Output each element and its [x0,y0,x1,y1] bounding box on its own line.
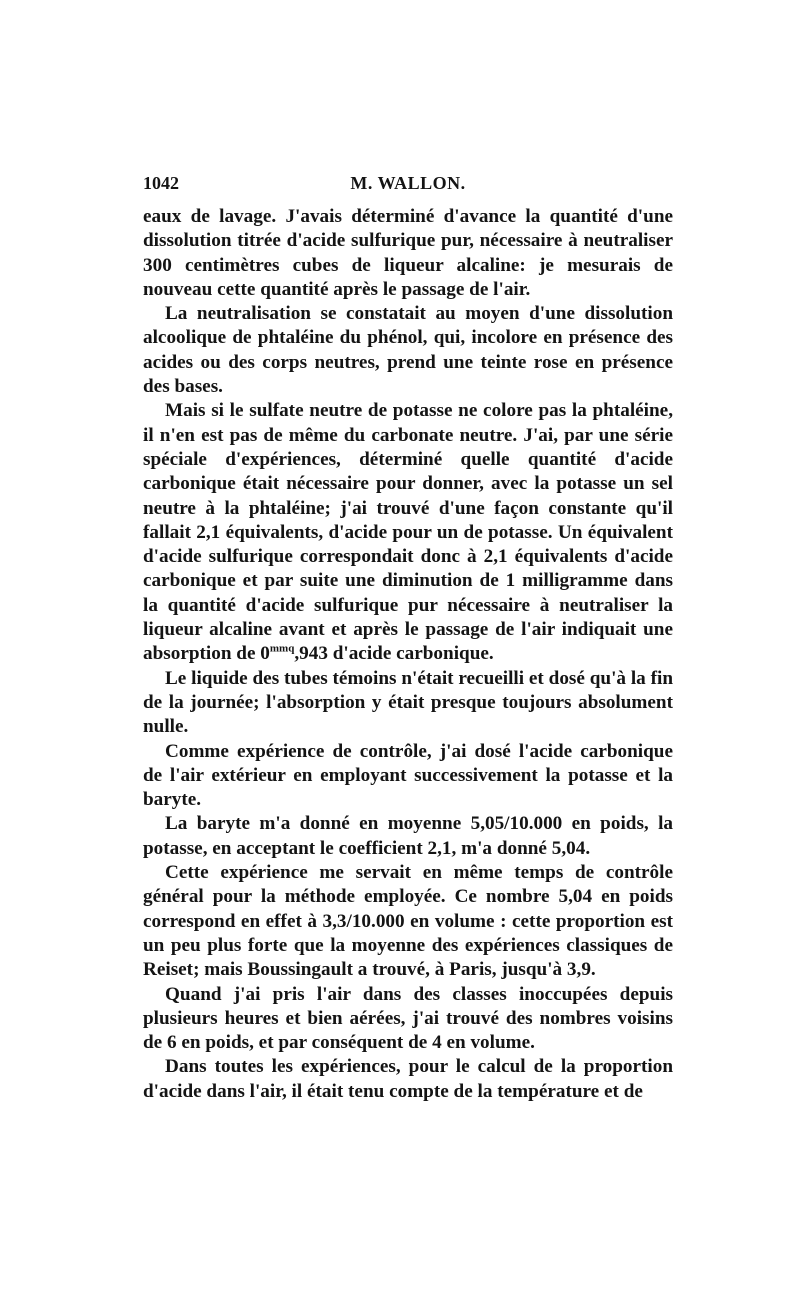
paragraph-empty-classes: Quand j'ai pris l'air dans des classes inoccupées depuis plusieurs heures et bien aérées, j'ai trouvé des nombres voisins de 6 en poids, et par conséquent de 4 en volume. [143,983,673,1054]
paragraph-control-tubes: Le liquide des tubes témoins n'était recueilli et dosé qu'à la fin de la journée; l'absorption y était presque toujours absolument nulle. [143,667,673,738]
paragraph-phtaleine [143,399,673,666]
absorption-unit: mmq [269,642,295,655]
paragraph-baryte-result: La baryte m'a donné en moyenne 5,05/10.000 en poids, la potasse, en acceptant le coefficient 2,1, m'a donné 5,04. [143,813,673,859]
running-head: M. WALLON. [350,173,466,193]
paragraph-general-control: Cette expérience me servait en même temps de contrôle général pour la méthode employée. Ce nombre 5,04 en poids correspond en effet à 3,3/10.000 en volume : cette proportion est un peu plus forte que la moyenne des expériences classiques de Reiset; mais Boussingault a trouvé, à Paris, jusqu'à 3,9. [143,862,673,981]
paragraph-calculation: Dans toutes les expériences, pour le calcul de la proportion d'acide dans l'air, il était tenu compte de la température et de [143,1056,673,1102]
paragraph-neutralisation: La neutralisation se constatait au moyen d'une dissolution alcoolique de phtaléine du phénol, qui, incolore en présence des acides ou des corps neutres, prend une teinte rose en présence des bases. [143,303,673,398]
paragraph-control-experiment: Comme expérience de contrôle, j'ai dosé l'acide carbonique de l'air extérieur en employant successivement la potasse et la baryte. [143,740,673,811]
body-text [143,205,673,1104]
page-header [143,173,673,203]
paragraph-washing-water: eaux de lavage. J'avais déterminé d'avance la quantité d'une dissolution titrée d'acide sulfurique pur, nécessaire à neutraliser 300 centimètres cubes de liqueur alcaline: je mesurais de nouveau cette quantité après le passage de l'air. [143,206,673,300]
paragraph-phtaleine-text: Mais si le sulfate neutre de potasse ne colore pas la phtaléine, il n'en est pas de même du carbonate neutre. J'ai, par une série spéciale d'expériences, déterminé quelle quantité d'acide carbonique était nécessaire pour donner, avec la potasse un sel neutre à la phtaléine; j'ai trouvé d'une façon constante qu'il fallait 2,1 équivalents, d'acide pour un de potasse. Un équivalent d'acide sulfurique correspondait donc à 2,1 équivalents d'acide carbonique et par suite une diminution de 1 milligramme dans la quantité d'acide sulfurique pur nécessaire à neutraliser la liqueur alcaline avant et après le passage de l'air indiquait une absorption de 0 [143,400,673,665]
absorption-tail: ,943 d'acide carbonique. [294,643,494,665]
book-page [143,173,673,1104]
page-number: 1042 [143,173,179,193]
